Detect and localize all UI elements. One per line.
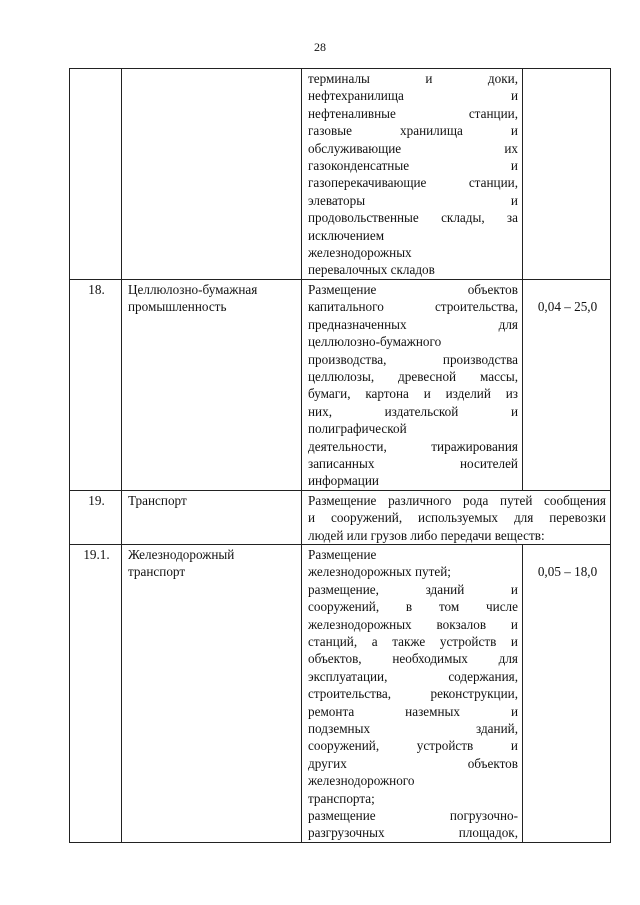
cell-text-line: эксплуатации, содержания, bbox=[308, 668, 518, 684]
cell-text-line: производства, производства bbox=[308, 351, 518, 367]
row-number: 18. bbox=[70, 279, 122, 490]
cell-text-line: обслуживающие их bbox=[308, 140, 518, 156]
regulation-table bbox=[69, 68, 611, 843]
cell-text-line: целлюлозно-бумажного bbox=[308, 334, 442, 350]
table-row bbox=[70, 69, 611, 280]
cell-text-line: нефтехранилища и bbox=[308, 88, 518, 104]
cell-text-line: Железнодорожный bbox=[128, 546, 235, 562]
table-row bbox=[70, 490, 611, 544]
cell-text-line: других объектов bbox=[308, 755, 518, 771]
plot-size-value: 0,04 – 25,0 bbox=[537, 298, 598, 314]
cell-text-line: Транспорт bbox=[128, 492, 187, 508]
plot-size-range bbox=[523, 544, 611, 842]
cell-text-line: подземных зданий, bbox=[308, 721, 518, 737]
cell-text-line: и сооружений, используемых для перевозки bbox=[308, 510, 606, 526]
cell-text-line: терминалы и доки, bbox=[308, 71, 518, 86]
cell-text-line: железнодорожных путей; bbox=[308, 564, 451, 580]
cell-text-line: Целлюлозно-бумажная bbox=[128, 281, 258, 297]
cell-text-line: сооружений, в том числе bbox=[308, 599, 518, 615]
row-number bbox=[70, 69, 122, 280]
cell-text-line: железнодорожных вокзалов и bbox=[308, 616, 518, 632]
cell-text-line: газовые хранилища и bbox=[308, 123, 518, 139]
cell-text-line: объектов, необходимых для bbox=[308, 651, 518, 667]
cell-text-line: железнодорожных bbox=[308, 245, 412, 261]
cell-text-line: железнодорожного bbox=[308, 773, 415, 789]
cell-text-line: газоконденсатные и bbox=[308, 158, 518, 174]
category-name bbox=[122, 69, 302, 280]
cell-text-line: исключением bbox=[308, 227, 385, 243]
cell-text-line: размещение погрузочно- bbox=[308, 808, 518, 824]
cell-text-line: предназначенных для bbox=[308, 316, 518, 332]
category-name bbox=[122, 279, 302, 490]
cell-text-line: них, издательской и bbox=[308, 403, 518, 419]
row-number: 19.1. bbox=[70, 544, 122, 842]
category-name bbox=[122, 544, 302, 842]
cell-text-line: Размещение bbox=[308, 546, 377, 562]
cell-text-line: размещение, зданий и bbox=[308, 581, 518, 597]
cell-text-line: Размещение различного рода путей сообщения bbox=[308, 492, 606, 508]
cell-text-line: транспорт bbox=[128, 564, 186, 580]
cell-text-line: станций, а также устройств и bbox=[308, 634, 518, 649]
table-row bbox=[70, 544, 611, 842]
cell-text-line: сооружений, устройств и bbox=[308, 738, 518, 754]
category-description bbox=[302, 279, 523, 490]
cell-text-line: информации bbox=[308, 473, 379, 489]
cell-text-line: газоперекачивающие станции, bbox=[308, 175, 518, 191]
category-name bbox=[122, 490, 302, 544]
plot-size-range bbox=[523, 279, 611, 490]
cell-text-line: нефтеналивные станции, bbox=[308, 105, 518, 121]
cell-text-line: перевалочных складов bbox=[308, 262, 435, 278]
cell-text-line: промышленность bbox=[128, 299, 227, 315]
plot-size-range bbox=[523, 69, 611, 280]
cell-text-line: записанных носителей bbox=[308, 455, 518, 471]
cell-text-line: капитального строительства, bbox=[308, 299, 518, 315]
cell-text-line: элеваторы и bbox=[308, 192, 518, 208]
cell-text-line: людей или грузов либо передачи веществ: bbox=[308, 527, 545, 543]
cell-text-line: строительства, реконструкции, bbox=[308, 686, 518, 702]
cell-text-line: Размещение объектов bbox=[308, 281, 518, 297]
plot-size-value: 0,05 – 18,0 bbox=[537, 563, 598, 579]
page-number: 28 bbox=[314, 40, 326, 54]
cell-text-line: целлюлозы, древесной массы, bbox=[308, 368, 518, 384]
cell-text-line: деятельности, тиражирования bbox=[308, 438, 518, 454]
cell-text-line: разгрузочных площадок, bbox=[308, 825, 518, 841]
category-description bbox=[302, 490, 611, 544]
cell-text-line: продовольственные склады, за bbox=[308, 210, 518, 226]
cell-text-line: ремонта наземных и bbox=[308, 703, 518, 719]
cell-text-line: полиграфической bbox=[308, 421, 407, 437]
cell-text-line: транспорта; bbox=[308, 790, 375, 806]
category-description bbox=[302, 69, 523, 280]
row-number: 19. bbox=[70, 490, 122, 544]
table-row bbox=[70, 279, 611, 490]
cell-text-line: бумаги, картона и изделий из bbox=[308, 386, 518, 402]
category-description bbox=[302, 544, 523, 842]
